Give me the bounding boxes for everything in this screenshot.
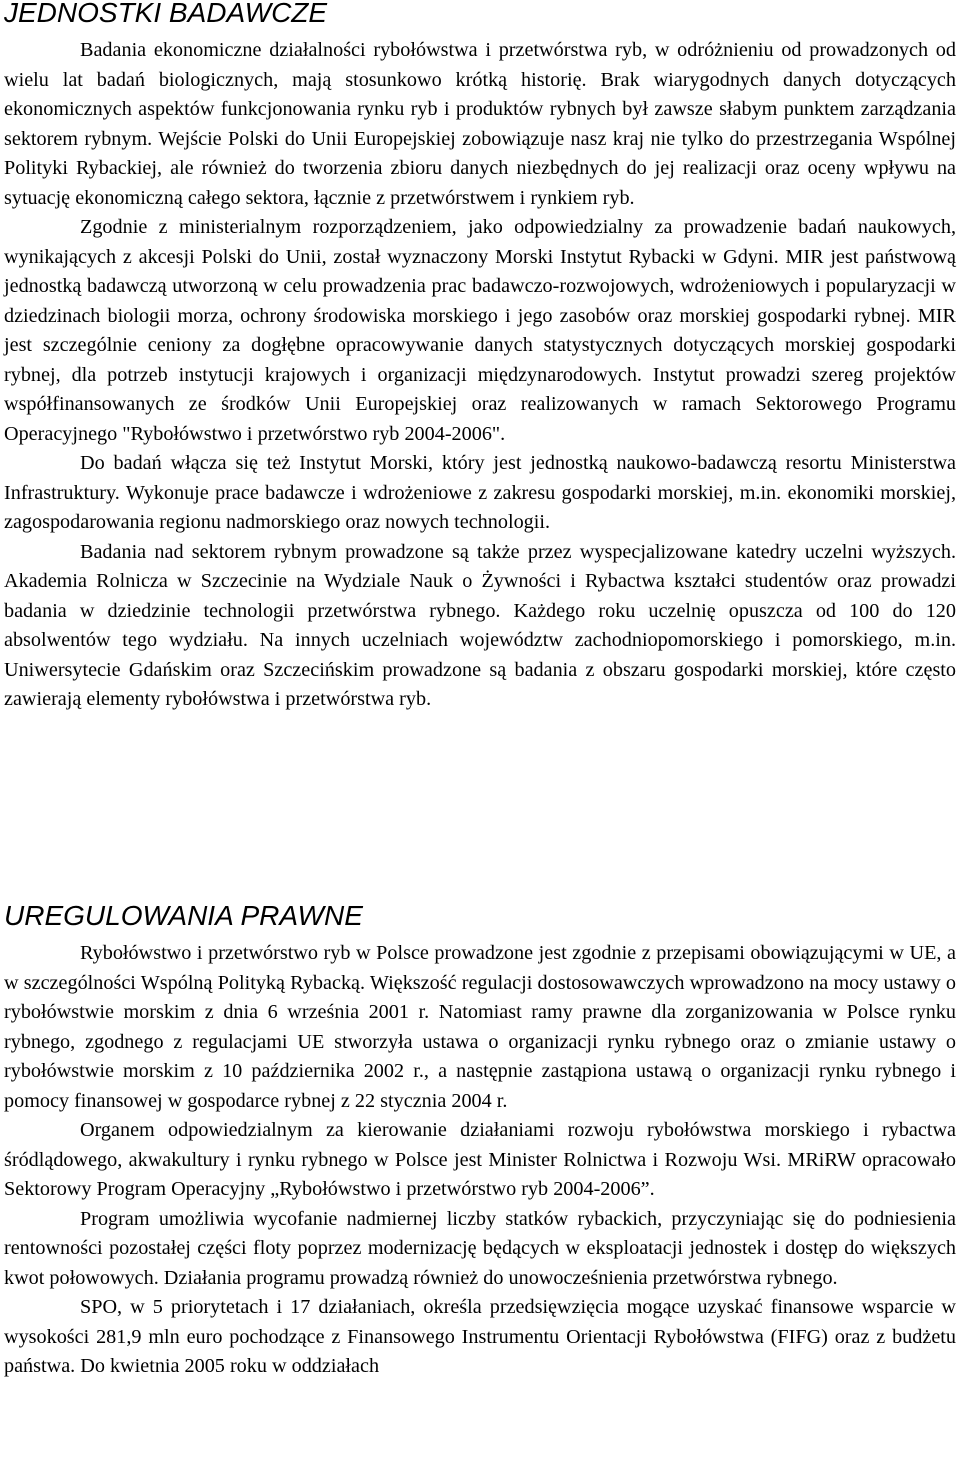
paragraph: Rybołówstwo i przetwórstwo ryb w Polsce prowadzone jest zgodnie z przepisami obowiązującymi w UE, a w szczególności Wspólną Polityką Rybacką. Większość regulacji dostosowawczych wprowadzono na mocy ustawy o rybołówstwie morskim z dnia 6 września 2001 r. Natomiast ramy prawne dla zorganizowania w Polsce rynku rybnego, zgodnego z regulacjami UE stworzyła ustawa o organizacji rynku rybnego oraz o zmianie ustawy o rybołówstwie morskim z 10 października 2002 r., a następnie zastąpiona ustawą o organizacji rynku rybnego i pomocy finansowej w gospodarce rybnej z 22 stycznia 2004 r.	[4, 942, 956, 1112]
section-research-units	[4, 36, 956, 715]
paragraph: Organem odpowiedzialnym za kierowanie działaniami rozwoju rybołówstwa morskiego i rybactwa śródlądowego, akwakultury i rynku rybnego w Polsce jest Minister Rolnictwa i Rozwoju Wsi. MRiRW opracowało Sektorowy Program Operacyjny „Rybołówstwo i przetwórstwo ryb 2004-2006”.	[4, 1119, 956, 1200]
paragraph: SPO, w 5 priorytetach i 17 działaniach, określa przedsięwzięcia mogące uzyskać finansowe wsparcie w wysokości 281,9 mln euro pochodzące z Finansowego Instrumentu Orientacji Rybołówstwa (FIFG) oraz z budżetu państwa. Do kwietnia 2005 roku w oddziałach	[4, 1296, 956, 1377]
section-legal-regulations	[4, 939, 956, 1382]
paragraph: Badania ekonomiczne działalności rybołówstwa i przetwórstwa ryb, w odróżnieniu od prowadzonych od wielu lat badań biologicznych, mają stosunkowo krótką historię. Brak wiarygodnych danych dotyczących ekonomicznych aspektów funkcjonowania rynku ryb i produktów rybnych był zawsze słabym punktem zarządzania sektorem rybnym. Wejście Polski do Unii Europejskiej zobowiązuje nasz kraj nie tylko do przestrzegania Wspólnej Polityki Rybackiej, ale również do tworzenia zbioru danych niezbędnych do jej realizacji oraz oceny wpływu na sytuację ekonomiczną całego sektora, łącznie z przetwórstwem i rynkiem ryb.	[4, 39, 956, 209]
paragraph: Badania nad sektorem rybnym prowadzone są także przez wyspecjalizowane katedry uczelni wyższych. Akademia Rolnicza w Szczecinie na Wydziale Nauk o Żywności i Rybactwa kształci studentów oraz prowadzi badania w dziedzinie technologii przetwórstwa rybnego. Każdego roku uczelnię opuszcza od 100 do 120 absolwentów tego wydziału. Na innych uczelniach województw zachodniopomorskiego i pomorskiego, m.in. Uniwersytecie Gdańskim oraz Szczecińskim prowadzone są badania z obszaru gospodarki morskiej, które często zawierają elementy rybołówstwa i przetwórstwa ryb.	[4, 540, 956, 710]
section-heading-legal-regulations: UREGULOWANIA PRAWNE	[4, 900, 363, 931]
section-heading-research-units: JEDNOSTKI BADAWCZE	[4, 0, 328, 28]
paragraph: Do badań włącza się też Instytut Morski, który jest jednostką naukowo-badawczą resortu Ministerstwa Infrastruktury. Wykonuje prace badawcze i wdrożeniowe z zakresu gospodarki morskiej, m.in. ekonomiki morskiej, zagospodarowania regionu nadmorskiego oraz nowych technologii.	[4, 452, 956, 533]
paragraph: Program umożliwia wycofanie nadmiernej liczby statków rybackich, przyczyniając się do podniesienia rentowności pozostałej części floty poprzez modernizację będących w eksploatacji jednostek i dostęp do większych kwot połowowych. Działania programu prowadzą również do unowocześnienia przetwórstwa rybnego.	[4, 1207, 956, 1289]
paragraph: Zgodnie z ministerialnym rozporządzeniem, jako odpowiedzialny za prowadzenie badań naukowych, wynikających z akcesji Polski do Unii, został wyznaczony Morski Instytut Rybacki w Gdyni. MIR jest państwową jednostką badawczą utworzoną w celu prowadzenia prac badawczo-rozwojowych, wdrożeniowych i popularyzacji w dziedzinach biologii morza, ochrony środowiska morskiego i jego zasobów oraz morskiej gospodarki rybnej. MIR jest szczególnie ceniony za dogłębne opracowywanie danych statystycznych dotyczących morskiej gospodarki rybnej, dla potrzeb instytucji krajowych i organizacji międzynarodowych. Instytut prowadzi szereg projektów współfinansowanych ze środków Unii Europejskiej oraz realizowanych w ramach Sektorowego Programu Operacyjnego "Rybołówstwo i przetwórstwo ryb 2004-2006".	[4, 216, 956, 445]
